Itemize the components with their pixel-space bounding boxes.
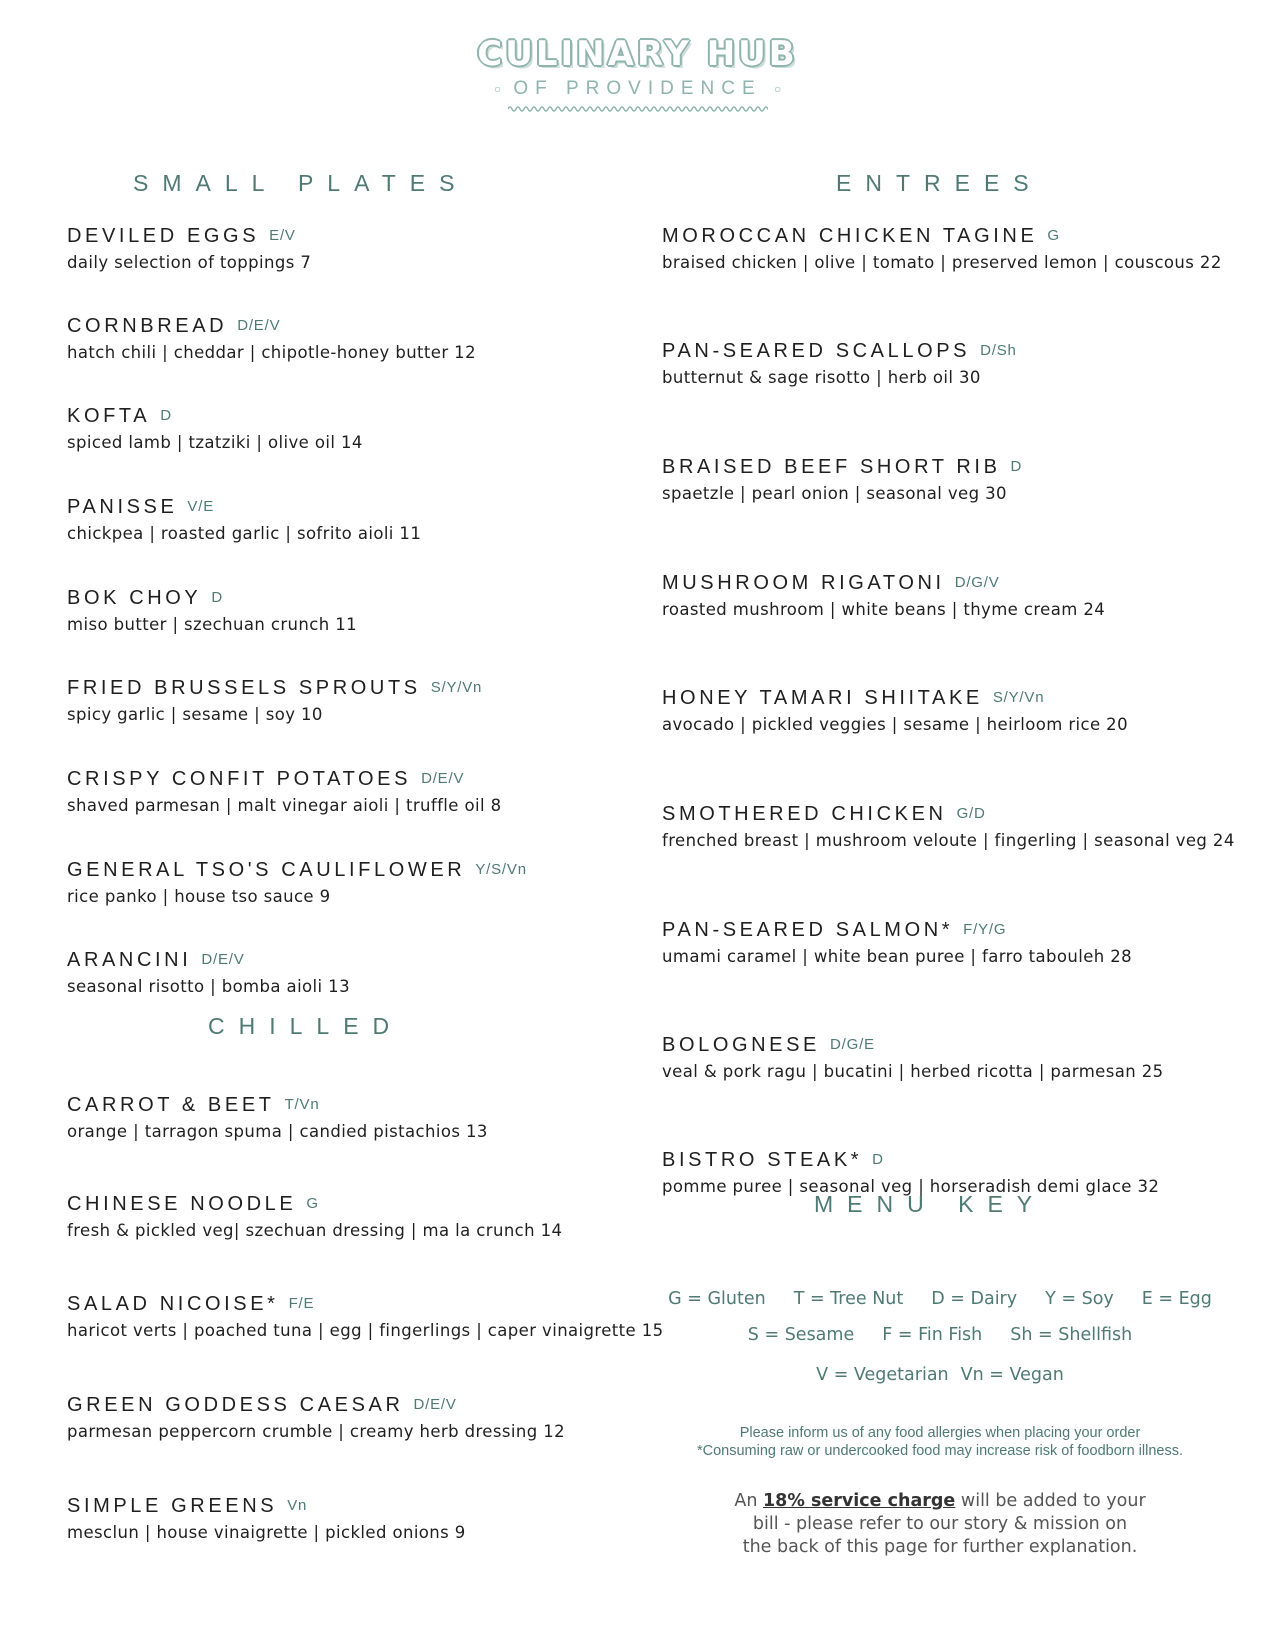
menu-item	[67, 587, 357, 634]
item-description: rice panko | house tso sauce 9	[67, 887, 331, 906]
item-description: spaetzle | pearl onion | seasonal veg 30	[662, 484, 1007, 503]
item-name: BISTRO STEAK*	[662, 1149, 863, 1171]
item-name: BOLOGNESE	[662, 1034, 820, 1056]
service-line1-rest: will be added to your	[960, 1491, 1146, 1511]
item-description: hatch chili | cheddar | chipotle-honey butter 12	[67, 343, 476, 362]
item-name: GENERAL TSO'S CAULIFLOWER	[67, 859, 466, 881]
menu-item	[662, 456, 1022, 503]
item-name: CRISPY CONFIT POTATOES	[67, 768, 412, 790]
key-entry: G = Gluten	[668, 1289, 766, 1309]
item-description: spiced lamb | tzatziki | olive oil 14	[67, 433, 363, 452]
menu-item	[67, 768, 502, 815]
item-diet-tags: F/E	[288, 1295, 315, 1312]
allergy-notice	[630, 1424, 1250, 1460]
menu-item	[662, 919, 1132, 966]
menu-item	[662, 1149, 1159, 1196]
item-diet-tags: S/Y/Vn	[430, 679, 483, 696]
menu-item	[662, 803, 1235, 850]
item-diet-tags: D/Sh	[980, 342, 1017, 359]
item-name: KOFTA	[67, 405, 151, 427]
item-name: SALAD NICOISE*	[67, 1293, 279, 1315]
item-name: PAN-SEARED SALMON*	[662, 919, 954, 941]
item-diet-tags: Y/S/Vn	[475, 861, 527, 878]
wave-divider-icon	[508, 104, 768, 114]
item-description: haricot verts | poached tuna | egg | fingerlings | caper vinaigrette 15	[67, 1321, 664, 1340]
item-name: MOROCCAN CHICKEN TAGINE	[662, 225, 1038, 247]
item-diet-tags: G	[306, 1195, 319, 1212]
item-diet-tags: V/E	[187, 498, 214, 515]
item-description: chickpea | roasted garlic | sofrito aioli 11	[67, 524, 422, 543]
item-description: mesclun | house vinaigrette | pickled onions 9	[67, 1523, 466, 1542]
item-description: spicy garlic | sesame | soy 10	[67, 705, 323, 724]
menu-item	[662, 340, 1017, 387]
item-name: CARROT & BEET	[67, 1094, 275, 1116]
item-diet-tags: T/Vn	[284, 1096, 320, 1113]
restaurant-logo	[0, 34, 1275, 114]
menu-item	[662, 225, 1222, 272]
menu-item	[67, 315, 476, 362]
item-name: FRIED BRUSSELS SPROUTS	[67, 677, 421, 699]
menu-item	[67, 1193, 562, 1240]
logo-subtitle: ○ OF PROVIDENCE ○	[493, 78, 782, 99]
item-diet-tags: D	[211, 589, 224, 606]
menu-item	[67, 859, 527, 906]
service-line3: the back of this page for further explanation.	[742, 1537, 1138, 1557]
item-name: DEVILED EGGS	[67, 225, 260, 247]
item-description: shaved parmesan | malt vinegar aioli | truffle oil 8	[67, 796, 502, 815]
item-diet-tags: D	[160, 407, 172, 424]
item-diet-tags: D/E/V	[201, 951, 245, 968]
menu-item	[67, 1495, 466, 1542]
menu-key-row	[630, 1289, 1250, 1309]
item-description: umami caramel | white bean puree | farro tabouleh 28	[662, 947, 1133, 966]
menu-key-row	[630, 1325, 1250, 1345]
item-name: GREEN GODDESS CAESAR	[67, 1394, 404, 1416]
service-charge-notice	[630, 1490, 1250, 1559]
logo-title: CULINARY HUB	[477, 34, 798, 74]
item-description: daily selection of toppings 7	[67, 253, 312, 272]
item-description: parmesan peppercorn crumble | creamy herb dressing 12	[67, 1422, 566, 1441]
service-prefix: An	[734, 1491, 758, 1511]
item-name: PAN-SEARED SCALLOPS	[662, 340, 971, 362]
item-description: roasted mushroom | white beans | thyme cream 24	[662, 600, 1106, 619]
menu-item	[67, 496, 421, 543]
section-heading-small-plates: SMALL PLATES	[133, 170, 469, 196]
logo-subtitle-text: OF PROVIDENCE	[513, 78, 762, 99]
item-diet-tags: E/V	[269, 227, 296, 244]
item-name: HONEY TAMARI SHIITAKE	[662, 687, 983, 709]
item-description: seasonal risotto | bomba aioli 13	[67, 977, 350, 996]
item-name: MUSHROOM RIGATONI	[662, 572, 945, 594]
item-diet-tags: D/G/E	[830, 1036, 875, 1053]
key-entry: V = Vegetarian	[816, 1365, 949, 1385]
key-entry: T = Tree Nut	[793, 1289, 904, 1309]
menu-item	[67, 405, 363, 452]
key-entry: Sh = Shellfish	[1010, 1325, 1133, 1345]
key-entry: E = Egg	[1141, 1289, 1212, 1309]
menu-item	[67, 1094, 488, 1141]
item-diet-tags: F/Y/G	[963, 921, 1007, 938]
menu-item	[662, 1034, 1164, 1081]
service-line2: bill - please refer to our story & mission on	[752, 1514, 1128, 1534]
item-description: orange | tarragon spuma | candied pistachios 13	[67, 1122, 488, 1141]
item-name: CORNBREAD	[67, 315, 228, 337]
key-entry: Y = Soy	[1045, 1289, 1114, 1309]
item-diet-tags: G	[1047, 227, 1060, 244]
menu-key-row	[630, 1365, 1250, 1385]
item-description: fresh & pickled veg| szechuan dressing | ma la crunch 14	[67, 1221, 563, 1240]
key-entry: Vn = Vegan	[960, 1365, 1064, 1385]
item-description: veal & pork ragu | bucatini | herbed ricotta | parmesan 25	[662, 1062, 1164, 1081]
item-diet-tags: D/E/V	[237, 317, 281, 334]
service-charge-highlight: 18% service charge	[763, 1491, 956, 1511]
item-name: SIMPLE GREENS	[67, 1495, 278, 1517]
item-name: CHINESE NOODLE	[67, 1193, 297, 1215]
item-diet-tags: D/G/V	[954, 574, 1000, 591]
item-diet-tags: D	[872, 1151, 884, 1168]
item-description: pomme puree | seasonal veg | horseradish demi glace 32	[662, 1177, 1160, 1196]
item-description: butternut & sage risotto | herb oil 30	[662, 368, 981, 387]
menu-item	[662, 572, 1105, 619]
section-heading-entrees: ENTREES	[836, 170, 1043, 196]
item-diet-tags: D	[1010, 458, 1023, 475]
key-entry: D = Dairy	[931, 1289, 1018, 1309]
item-name: BOK CHOY	[67, 587, 202, 609]
item-diet-tags: G/D	[956, 805, 986, 822]
menu-item	[67, 225, 311, 272]
item-description: braised chicken | olive | tomato | preserved lemon | couscous 22	[662, 253, 1222, 272]
item-description: avocado | pickled veggies | sesame | heirloom rice 20	[662, 715, 1128, 734]
key-entry: S = Sesame	[747, 1325, 855, 1345]
item-diet-tags: S/Y/Vn	[992, 689, 1045, 706]
section-heading-menu-key: MENU KEY	[814, 1191, 1047, 1217]
item-diet-tags: Vn	[287, 1497, 308, 1514]
raw-food-notice-line: *Consuming raw or undercooked food may increase risk of foodborn illness.	[697, 1443, 1183, 1459]
menu-item	[67, 1293, 664, 1340]
item-name: ARANCINI	[67, 949, 192, 971]
menu-item	[67, 949, 350, 996]
key-entry: F = Fin Fish	[882, 1325, 983, 1345]
menu-item	[662, 687, 1128, 734]
item-name: PANISSE	[67, 496, 178, 518]
item-name: SMOTHERED CHICKEN	[662, 803, 947, 825]
menu-item	[67, 677, 482, 724]
section-heading-chilled: CHILLED	[208, 1013, 404, 1039]
allergy-notice-line: Please inform us of any food allergies when placing your order	[739, 1425, 1141, 1441]
item-diet-tags: D/E/V	[421, 770, 465, 787]
menu-item	[67, 1394, 565, 1441]
item-diet-tags: D/E/V	[413, 1396, 457, 1413]
item-description: frenched breast | mushroom veloute | fingerling | seasonal veg 24	[662, 831, 1235, 850]
item-name: BRAISED BEEF SHORT RIB	[662, 456, 1001, 478]
item-description: miso butter | szechuan crunch 11	[67, 615, 357, 634]
